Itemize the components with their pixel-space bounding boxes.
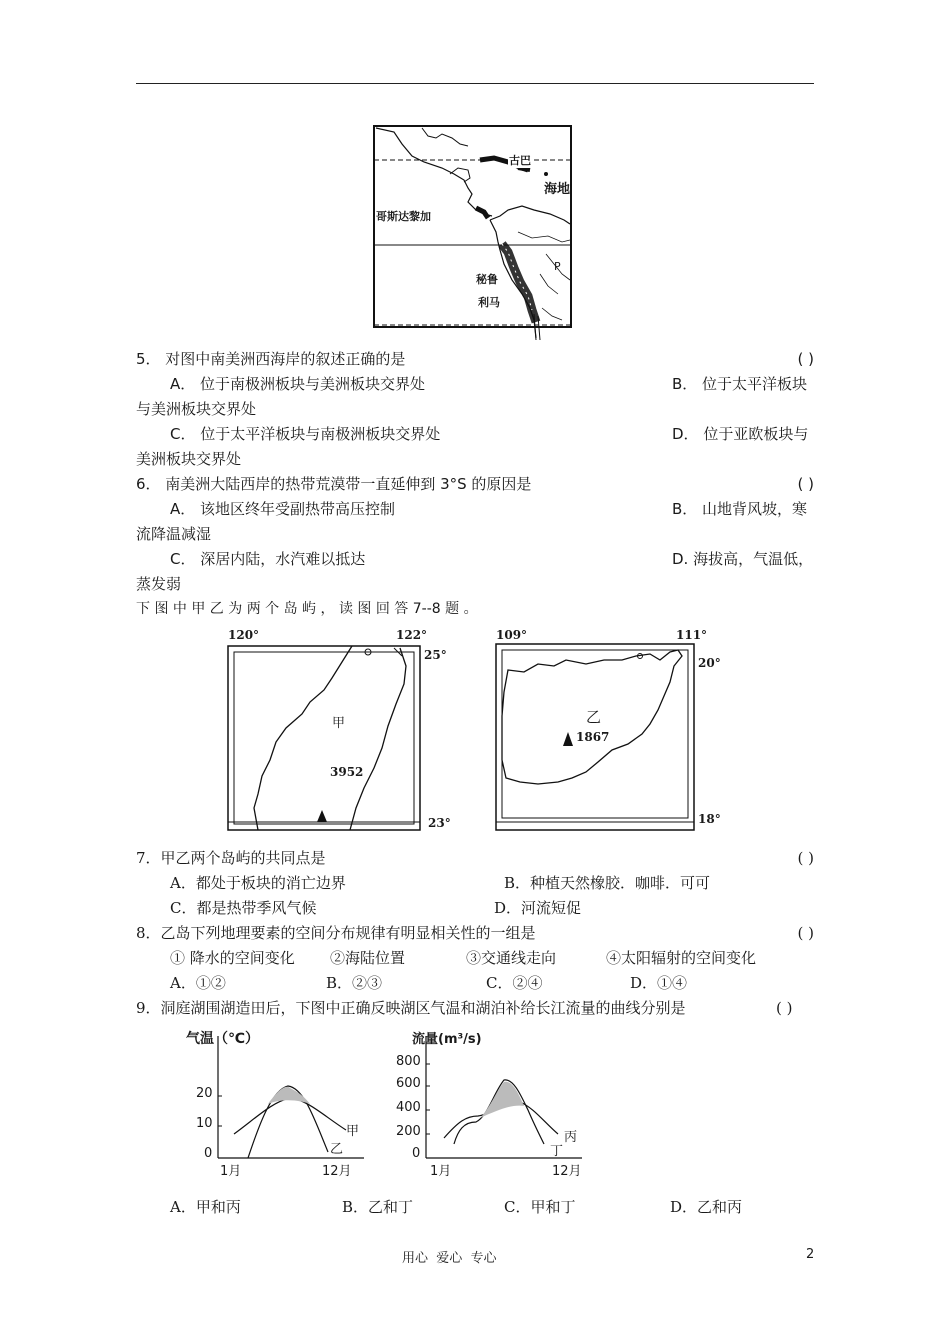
- q8-stem-line: [136, 921, 814, 946]
- flow-x-start: 1月: [430, 1164, 452, 1179]
- q8-items-row: [136, 946, 814, 971]
- yi-lat-top: 20°: [698, 656, 721, 670]
- q7-answer-paren: ( ): [797, 849, 814, 867]
- q8-item-3: ③交通线走向: [466, 949, 557, 967]
- q6-option-row-2: [136, 547, 814, 572]
- q6-option-d-cont: 蒸发弱: [136, 575, 182, 593]
- page-number: 2: [806, 1247, 815, 1262]
- map-label-peru: 秘鲁: [476, 273, 498, 286]
- map-island-yi: [494, 626, 734, 836]
- flow-label-ding: 丁: [550, 1144, 564, 1159]
- q6-option-c: C． 深居内陆，水汽难以抵达: [170, 550, 366, 568]
- q5-stem: 5． 对图中南美洲西海岸的叙述正确的是: [136, 350, 406, 368]
- yi-island-name: 乙: [586, 708, 602, 726]
- chart-flow: [394, 1026, 594, 1186]
- q7-option-b: B．种植天然橡胶．咖啡．可可: [504, 874, 711, 892]
- q7-option-d: D．河流短促: [494, 899, 582, 917]
- q5-option-d-cont: 美洲板块交界处: [136, 450, 242, 468]
- q6-stem-line: [136, 472, 814, 497]
- temp-x-start: 1月: [220, 1164, 242, 1179]
- q7-stem: 7．甲乙两个岛屿的共同点是: [136, 849, 326, 867]
- yi-peak-elevation: 1867: [576, 730, 610, 744]
- q8-option-b: B．②③: [326, 974, 383, 992]
- q8-option-d: D．①④: [630, 974, 688, 992]
- map-south-america-svg: [372, 124, 574, 342]
- q5-option-row-2: [136, 422, 814, 447]
- q6-option-b: B． 山地背风坡，寒: [672, 500, 808, 518]
- map-label-haiti: 海地: [544, 182, 571, 197]
- flow-ytick-200: 200: [396, 1124, 421, 1139]
- map-label-cuba: 古巴: [509, 154, 531, 167]
- map-label-p: P: [554, 260, 561, 273]
- chart-temperature: [186, 1026, 376, 1186]
- q7-option-a: A．都处于板块的消亡边界: [170, 874, 346, 892]
- q7-option-c: C．都是热带季风气候: [170, 899, 317, 917]
- q9-option-c: C．甲和丁: [504, 1198, 576, 1216]
- flow-label-bing: 丙: [564, 1130, 578, 1145]
- flow-chart-title: 流量(m³/s): [412, 1032, 482, 1047]
- q5-option-d: D． 位于亚欧板块与: [672, 425, 809, 443]
- temp-label-jia: 甲: [346, 1124, 360, 1139]
- q9-option-b: B．乙和丁: [342, 1198, 414, 1216]
- q8-item-1: ① 降水的空间变化: [170, 949, 295, 967]
- flow-ytick-600: 600: [396, 1076, 421, 1091]
- q9-stem: 9．洞庭湖围湖造田后，下图中正确反映湖区气温和湖泊补给长江流量的曲线分别是: [136, 999, 686, 1017]
- temp-ytick-0: 0: [204, 1146, 213, 1161]
- flow-ytick-400: 400: [396, 1100, 421, 1115]
- q6-stem: 6． 南美洲大陆西岸的热带荒漠带一直延伸到 3°S 的原因是: [136, 475, 532, 493]
- jia-lat-bottom: 23°: [428, 816, 451, 830]
- temp-ytick-10: 10: [196, 1116, 213, 1131]
- yi-lat-bottom: 18°: [698, 812, 721, 826]
- temp-ytick-20: 20: [196, 1086, 213, 1101]
- flow-ytick-800: 800: [396, 1054, 421, 1069]
- q8-item-2: ②海陆位置: [330, 949, 406, 967]
- jia-lon-right: 122°: [396, 628, 428, 642]
- q6-option-a: A． 该地区终年受副热带高压控制: [170, 500, 396, 518]
- q8-stem: 8．乙岛下列地理要素的空间分布规律有明显相关性的一组是: [136, 924, 536, 942]
- jia-lon-left: 120°: [228, 628, 260, 642]
- q8-answer-paren: ( ): [797, 924, 814, 942]
- flow-x-end: 12月: [552, 1164, 582, 1179]
- footer-slogan: 用心 爱心 专心: [402, 1251, 497, 1266]
- q5-option-row-1: [136, 372, 814, 397]
- flow-ytick-0: 0: [412, 1146, 421, 1161]
- map-label-costa-rica: 哥斯达黎加: [376, 210, 431, 223]
- q9-option-row: [136, 1195, 814, 1220]
- q7-option-row-2: [136, 896, 814, 921]
- q6-option-b-cont: 流降温减湿: [136, 525, 212, 543]
- q8-option-row: [136, 971, 814, 996]
- q5-answer-paren: ( ): [797, 350, 814, 368]
- temp-chart-title: 气温（℃）: [186, 1031, 259, 1047]
- q7-option-row-1: [136, 871, 814, 896]
- map-south-america-west: [372, 124, 574, 342]
- temp-label-yi: 乙: [330, 1142, 344, 1157]
- yi-lon-left: 109°: [496, 628, 528, 642]
- q9-answer-paren: ( ): [776, 999, 793, 1017]
- q5-stem-line: [136, 347, 814, 372]
- q8-option-c: C．②④: [486, 974, 543, 992]
- jia-peak-elevation: 3952: [330, 765, 364, 779]
- intro-q7-8: 下 图 中 甲 乙 为 两 个 岛 屿 ， 读 图 回 答 7--8 题 。: [136, 601, 478, 617]
- q8-option-a: A．①②: [170, 974, 226, 992]
- q9-stem-line: [136, 996, 814, 1021]
- q6-option-row-1: [136, 497, 814, 522]
- map-label-lima: 利马: [478, 296, 500, 309]
- q6-option-d: D. 海拔高，气温低，: [672, 550, 814, 568]
- q5-option-b: B． 位于太平洋板块: [672, 375, 808, 393]
- q9-option-d: D．乙和丙: [670, 1198, 743, 1216]
- yi-lon-right: 111°: [676, 628, 708, 642]
- temp-x-end: 12月: [322, 1164, 352, 1179]
- q5-option-c: C． 位于太平洋板块与南极洲板块交界处: [170, 425, 441, 443]
- map-island-jia: [224, 626, 464, 836]
- q7-stem-line: [136, 846, 814, 871]
- header-rule: [136, 83, 814, 84]
- q5-option-b-cont: 与美洲板块交界处: [136, 400, 257, 418]
- q5-option-a: A． 位于南极洲板块与美洲板块交界处: [170, 375, 426, 393]
- jia-lat-top: 25°: [424, 648, 447, 662]
- q9-option-a: A．甲和丙: [170, 1198, 241, 1216]
- q6-answer-paren: ( ): [797, 475, 814, 493]
- jia-island-name: 甲: [332, 716, 346, 731]
- q8-item-4: ④太阳辐射的空间变化: [606, 949, 757, 967]
